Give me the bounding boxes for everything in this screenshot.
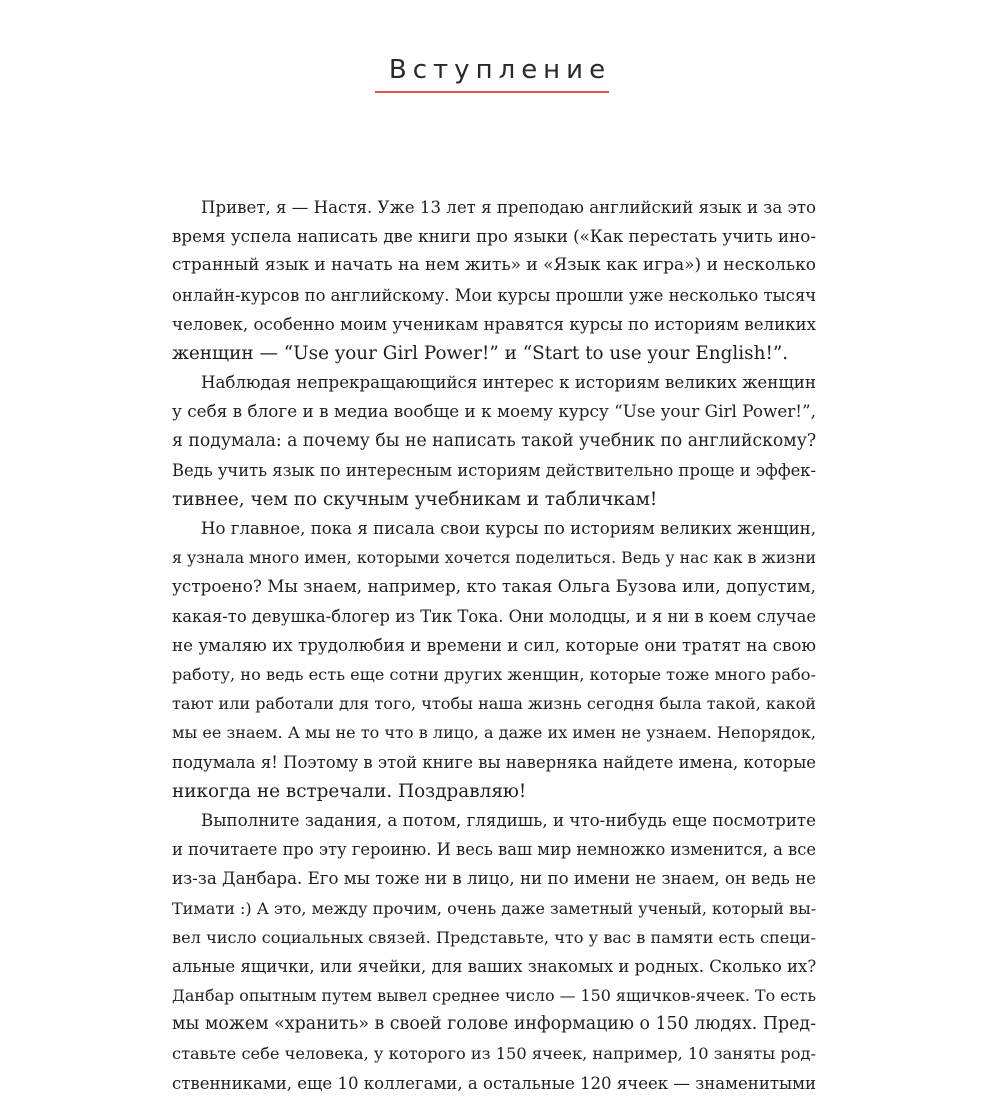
text-line: Привет, я — Настя. Уже 13 лет я преподаю английский язык и за это [201, 198, 816, 217]
text-line: работу, но ведь есть еще сотни других женщин, которые тоже много рабо- [172, 665, 816, 684]
text-line: никогда не встречали. Поздравляю! [172, 780, 527, 802]
chapter-title: Вступление [388, 55, 612, 85]
text-line: тивнее, чем по скучным учебникам и табличкам! [172, 488, 658, 510]
paragraph [172, 806, 816, 1098]
text-line: из-за Данбара. Его мы тоже ни в лицо, ни по имени не знаем, он ведь не [172, 869, 816, 889]
text-line: какая-то девушка-блогер из Тик Тока. Они молодцы, и я ни в коем случае [172, 606, 817, 626]
text-line: я узнала много имен, которыми хочется поделиться. Ведь у нас как в жизни [172, 548, 816, 568]
text-line: человек, особенно моим ученикам нравятся курсы по историям великих [172, 314, 816, 334]
paragraph [172, 514, 816, 806]
body-text [172, 193, 816, 1098]
text-line: Ведь учить язык по интересным историям действительно проще и эффек- [172, 460, 816, 480]
text-line: Данбар опытным путем вывел среднее число — 150 ящичков-ячеек. То есть [172, 986, 816, 1006]
text-line: Наблюдая непрекращающийся интерес к историям великих женщин [201, 373, 816, 393]
text-line: и почитаете про эту героиню. И весь ваш мир немножко изменится, а все [172, 840, 816, 860]
text-line: онлайн-курсов по английскому. Мои курсы прошли уже несколько тысяч [172, 285, 817, 305]
text-line: ственниками, еще 10 коллегами, а остальные 120 ячеек — знаменитыми [172, 1073, 817, 1093]
text-line: не умаляю их трудолюбия и времени и сил, которые они тратят на свою [172, 634, 816, 655]
text-line: устроено? Мы знаем, например, кто такая Ольга Бузова или, допустим, [172, 576, 816, 597]
text-line: мы ее знаем. А мы не то что в лицо, а даже их имен не узнаем. Непорядок, [172, 723, 816, 743]
text-line: странный язык и начать на нем жить» и «Язык как игра») и несколько [172, 255, 816, 276]
text-line: Тимати :) А это, между прочим, очень даже заметный ученый, который вы- [172, 898, 817, 918]
text-line: время успела написать две книги про языки («Как перестать учить ино- [172, 226, 816, 247]
text-line: Но главное, пока я писала свои курсы по историям великих женщин, [201, 519, 817, 539]
text-line: у себя в блоге и в медиа вообще и к моему курсу “Use your Girl Power!”, [172, 401, 816, 422]
text-line: женщин — “Use your Girl Power!” и “Start to use your English!”. [172, 342, 789, 364]
text-line: подумала я! Поэтому в этой книге вы наверняка найдете имена, которые [172, 752, 817, 772]
paragraph [172, 368, 816, 514]
text-line: Выполните задания, а потом, глядишь, и что-нибудь еще посмотрите [201, 810, 816, 830]
text-line: я подумала: а почему бы не написать такой учебник по английскому? [172, 430, 817, 451]
paragraph [172, 193, 816, 368]
title-underline [375, 91, 609, 93]
text-line: тают или работали для того, чтобы наша жизнь сегодня была такой, какой [172, 694, 816, 714]
text-line: вел число социальных связей. Представьте, что у вас в памяти есть специ- [172, 927, 816, 947]
text-line: альные ящички, или ячейки, для ваших знакомых и родных. Сколько их? [172, 956, 817, 976]
text-line: ставьте себе человека, у которого из 150 ячеек, например, 10 заняты род- [172, 1044, 816, 1064]
text-line: мы можем «хранить» в своей голове информацию о 150 людях. Пред- [172, 1014, 816, 1035]
